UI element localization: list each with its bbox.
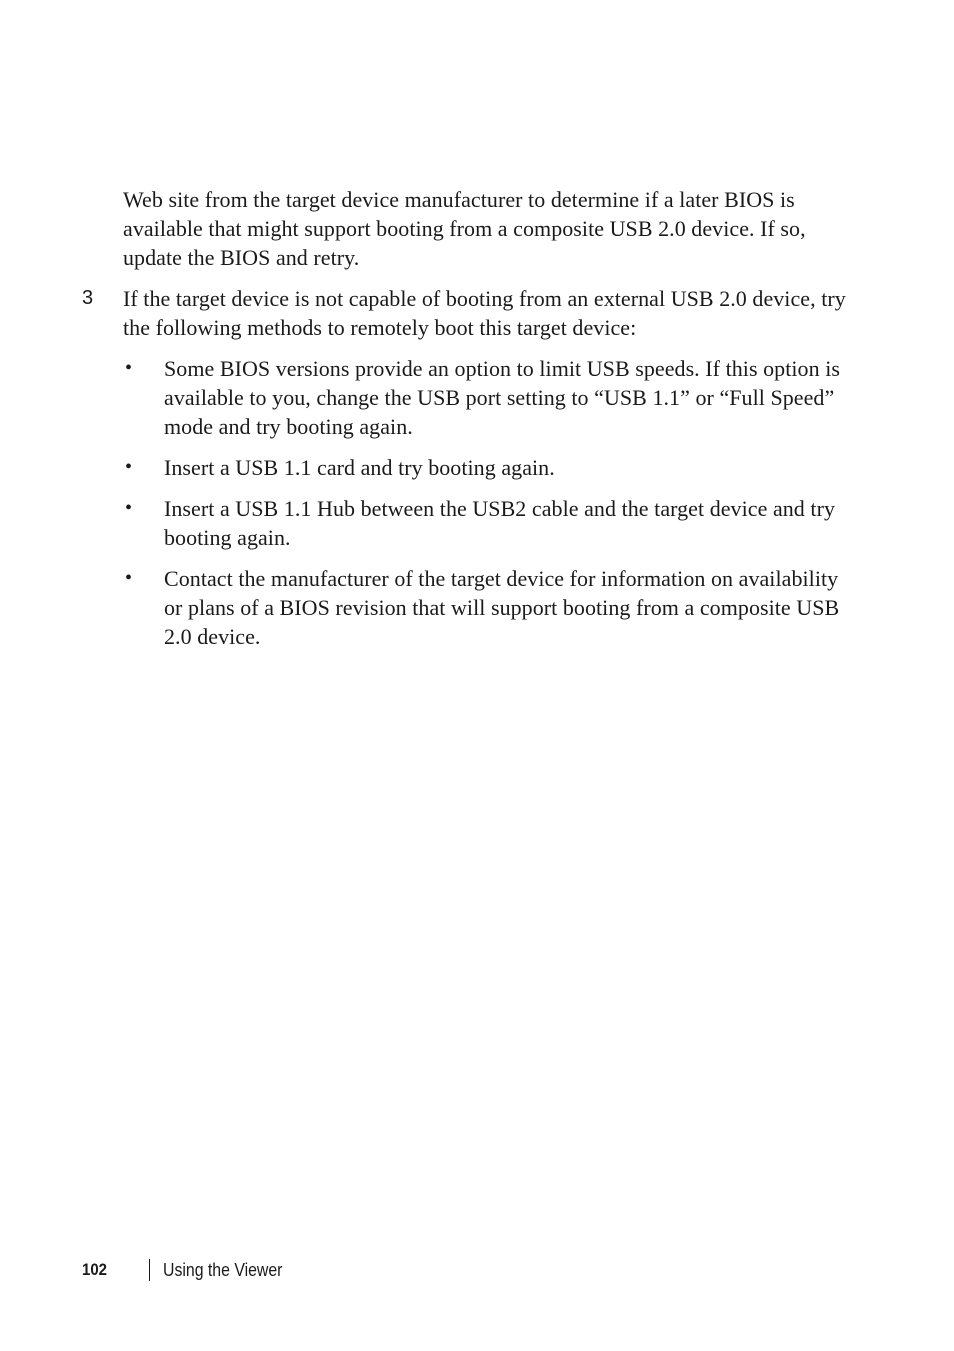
bullet-mark: • [125,456,133,478]
footer-section-title: Using the Viewer [163,1260,283,1280]
list-item [123,494,853,552]
bullet-text: Some BIOS versions provide an option to limit USB speeds. If this option is available to you, change the USB port setting to “USB 1.1” or “Full Speed” mode and try booting again. [164,356,840,439]
page-number: 102 [82,1260,107,1279]
step-number: 3 [82,287,94,309]
continuation-paragraph: Web site from the target device manufacturer to determine if a later BIOS is available that might support booting from a composite USB 2.0 device. If so, update the BIOS and retry. [123,187,806,270]
list-item [123,354,853,441]
page-footer [82,1257,482,1283]
step-text: If the target device is not capable of booting from an external USB 2.0 device, try the following methods to remotely boot this target device: [123,286,846,340]
bullet-mark: • [125,357,133,379]
bullet-mark: • [125,567,133,589]
bullet-list [123,354,853,663]
footer-divider [149,1259,150,1281]
bullet-text: Insert a USB 1.1 card and try booting again. [164,455,555,480]
bullet-text: Contact the manufacturer of the target device for information on availability or plans of a BIOS revision that will support booting from a composite USB 2.0 device. [164,566,840,649]
bullet-text: Insert a USB 1.1 Hub between the USB2 cable and the target device and try booting again. [164,496,835,550]
list-item [123,564,853,651]
bullet-mark: • [125,497,133,519]
list-item [123,453,853,482]
